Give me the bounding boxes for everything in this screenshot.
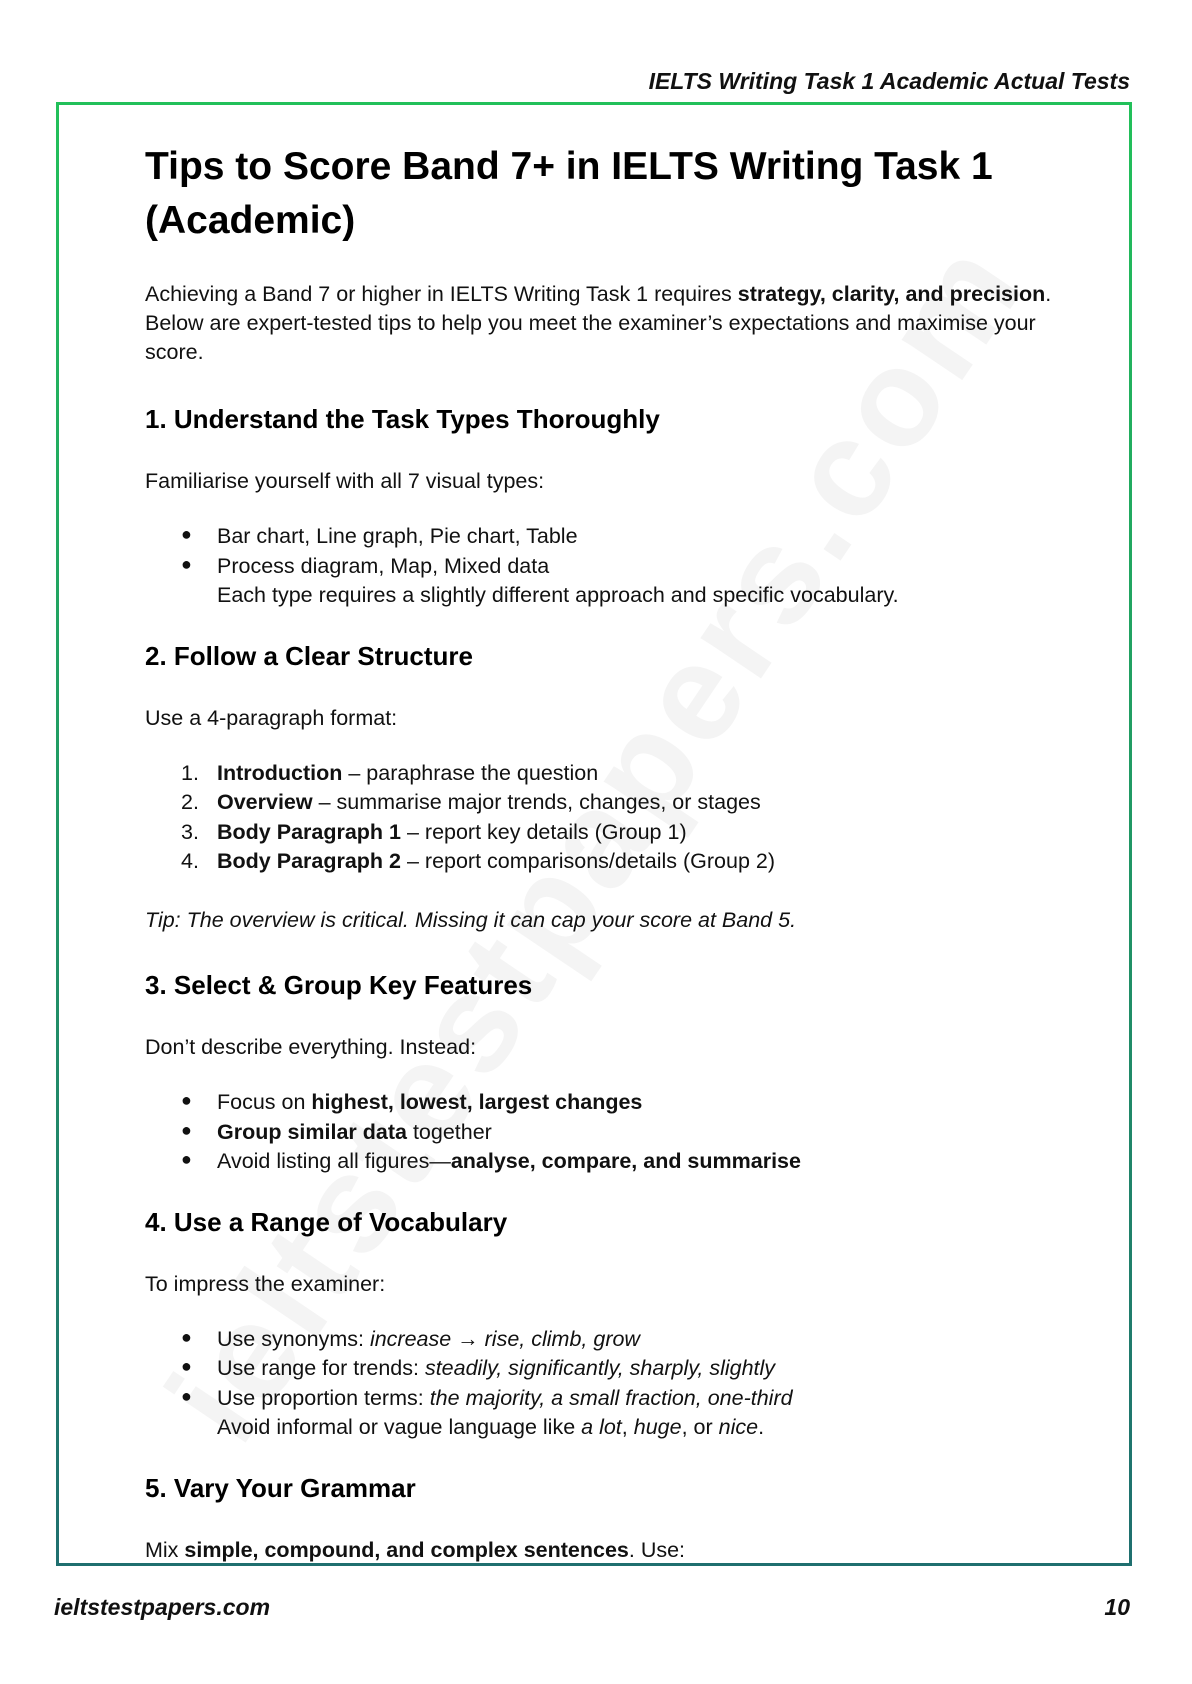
list-note [145, 1413, 1055, 1442]
list-number: 1. [181, 761, 199, 786]
vocabulary-list [145, 1325, 1055, 1413]
running-header: IELTS Writing Task 1 Academic Actual Tests [648, 68, 1130, 94]
document-body [145, 140, 1055, 1591]
list-item: ● Process diagram, Map, Mixed data [145, 552, 1055, 581]
list-item [145, 847, 1055, 876]
lead-text-end: . Use: [628, 1537, 686, 1562]
note-sep: , or [681, 1414, 719, 1439]
section-5-heading: 5. Vary Your Grammar [145, 1472, 416, 1503]
list-item [145, 788, 1055, 817]
list-item [145, 1118, 1055, 1147]
list-number: 3. [181, 819, 199, 844]
note-sep: , [621, 1414, 634, 1439]
list-term: Overview [217, 790, 313, 815]
list-emphasis: highest, lowest, largest changes [311, 1090, 643, 1115]
list-text: Focus on [217, 1090, 312, 1115]
footer-site: ieltstestpapers.com [54, 1594, 271, 1620]
list-term: Body Paragraph 2 [217, 848, 401, 873]
note-end: . [758, 1414, 765, 1439]
list-number: 4. [181, 848, 199, 873]
intro-text: Achieving a Band 7 or higher in IELTS Writing Task 1 requires [145, 281, 738, 306]
lead-text: Mix [145, 1537, 185, 1562]
intro-text-end: . Below are expert-tested tips to help you meet the examiner’s expectations and maximise your score. [145, 281, 1052, 365]
list-emphasis: analyse, compare, and summarise [450, 1148, 801, 1173]
list-item [145, 759, 1055, 788]
tip-note: Tip: The overview is critical. Missing it can cap your score at Band 5. [145, 908, 797, 933]
intro-emphasis: strategy, clarity, and precision [737, 281, 1046, 306]
section-2-heading: 2. Follow a Clear Structure [145, 641, 473, 672]
section-1-heading: 1. Understand the Task Types Thoroughly [145, 404, 660, 435]
section-5-lead [145, 1536, 1055, 1565]
list-desc: – paraphrase the question [342, 761, 599, 786]
list-example: increase → rise, climb, grow [369, 1327, 640, 1352]
list-text: Avoid listing all figures— [217, 1148, 451, 1173]
note-text: Avoid informal or vague language like [217, 1414, 582, 1439]
list-example: the majority, a small fraction, one-third [429, 1385, 793, 1410]
list-desc: – report comparisons/details (Group 2) [401, 848, 776, 873]
section-3-heading: 3. Select & Group Key Features [145, 970, 533, 1001]
list-item: ● Bar chart, Line graph, Pie chart, Table [145, 522, 1055, 551]
features-list [145, 1088, 1055, 1176]
intro-paragraph [145, 280, 1055, 368]
list-text: Use synonyms: [217, 1327, 370, 1352]
page-title: Tips to Score Band 7+ in IELTS Writing Task 1 (Academic) [145, 145, 993, 242]
section-2-lead: Use a 4-paragraph format: [145, 705, 398, 730]
list-number: 2. [181, 790, 199, 815]
list-text: Use proportion terms: [217, 1385, 430, 1410]
list-desc: – summarise major trends, changes, or stages [312, 790, 761, 815]
lead-emphasis: simple, compound, and complex sentences [184, 1537, 629, 1562]
list-item [145, 1088, 1055, 1117]
list-example: steadily, significantly, sharply, slightly [424, 1356, 776, 1381]
section-4-heading: 4. Use a Range of Vocabulary [145, 1207, 508, 1237]
section-3-lead: Don’t describe everything. Instead: [145, 1035, 477, 1060]
list-term: Body Paragraph 1 [217, 819, 401, 844]
note-example: a lot [581, 1414, 622, 1439]
section-4-lead: To impress the examiner: [145, 1271, 386, 1296]
list-item [145, 818, 1055, 847]
list-desc: – report key details (Group 1) [401, 819, 687, 844]
list-note: Each type requires a slightly different approach and specific vocabulary. [217, 582, 899, 607]
page-number: 10 [1104, 1594, 1130, 1620]
list-emphasis: Group similar data [217, 1119, 407, 1144]
list-item [145, 1325, 1055, 1354]
visual-types-list [145, 522, 1055, 580]
note-example: nice [718, 1414, 759, 1439]
note-example: huge [633, 1414, 682, 1439]
list-text: Use range for trends: [217, 1356, 425, 1381]
section-1-list-block [145, 522, 1055, 610]
list-item [145, 1147, 1055, 1176]
list-item [145, 1384, 1055, 1413]
section-1-lead: Familiarise yourself with all 7 visual types: [145, 469, 545, 494]
section-4-list-block [145, 1325, 1055, 1442]
structure-list [145, 759, 1055, 876]
list-text: together [406, 1119, 492, 1144]
list-item [145, 1354, 1055, 1383]
list-term: Introduction [217, 761, 343, 786]
